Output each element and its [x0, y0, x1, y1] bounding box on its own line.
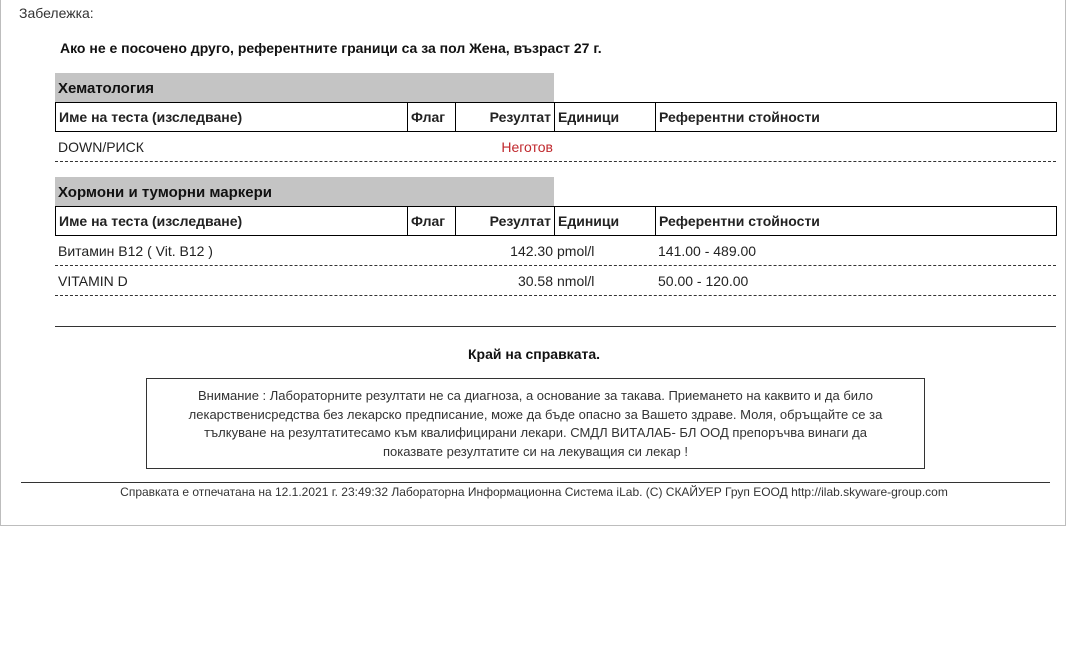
test-name: DOWN/РИСК: [58, 139, 144, 155]
warning-line: Внимание : Лабораторните резултати не са диагноза, а основание за такава. Приемането на каквито и да било: [197, 388, 874, 403]
col-flag-header: Флаг: [408, 103, 456, 132]
test-result: 142.30: [510, 243, 553, 259]
col-reference-header: Референтни стойности: [656, 207, 1057, 236]
table-row: [55, 236, 1056, 266]
warning-line: тълкуване на резултатитесамо към квалифицирани лекари. СМДЛ ВИТАЛАБ- БЛ ООД препоръчва винаги да: [204, 425, 867, 440]
results-table-header: [55, 102, 1057, 132]
note-label: Забележка:: [19, 5, 94, 21]
section-title: Хематология: [55, 73, 554, 102]
test-units: pmol/l: [557, 243, 595, 259]
col-units-header: Единици: [555, 207, 656, 236]
col-name-header: Име на теста (изследване): [56, 103, 408, 132]
footer-divider: [21, 482, 1050, 483]
section-hormones: [55, 177, 1056, 296]
col-result-header: Резултат: [456, 207, 555, 236]
end-of-report: Край на справката.: [467, 346, 601, 362]
test-units: nmol/l: [557, 273, 595, 289]
test-reference: 141.00 - 489.00: [658, 243, 757, 259]
results-table-header: [55, 206, 1057, 236]
test-name: Витамин B12 ( Vit. B12 ): [58, 243, 213, 259]
col-reference-header: Референтни стойности: [656, 103, 1057, 132]
test-name: VITAMIN D: [58, 273, 128, 289]
section-title: Хормони и туморни маркери: [55, 177, 554, 206]
test-reference: 50.00 - 120.00: [658, 273, 749, 289]
warning-line: показвате резултатите си на лекуващия си лекар !: [382, 443, 689, 459]
print-footer: Справката е отпечатана на 12.1.2021 г. 23:49:32 Лабораторна Информационна Система iLab. (C) СКАЙУЕР Груп ЕООД http://ilab.skyware-group.com: [120, 485, 948, 499]
table-row: [55, 266, 1056, 296]
table-row: [55, 132, 1056, 162]
warning-box: [146, 378, 925, 469]
section-hematology: [55, 73, 1056, 162]
col-flag-header: Флаг: [408, 207, 456, 236]
warning-line: лекарственисредства без лекарско предписание, може да бъде опасно за Вашето здраве. Моля, обръщайте се за: [188, 406, 883, 422]
section-divider: [55, 326, 1056, 327]
test-result: Неготов: [501, 139, 553, 155]
col-units-header: Единици: [555, 103, 656, 132]
col-name-header: Име на теста (изследване): [56, 207, 408, 236]
reference-note: Ако не е посочено друго, референтните граници са за пол Жена, възраст 27 г.: [60, 40, 602, 56]
col-result-header: Резултат: [456, 103, 555, 132]
test-result: 30.58: [517, 273, 553, 289]
